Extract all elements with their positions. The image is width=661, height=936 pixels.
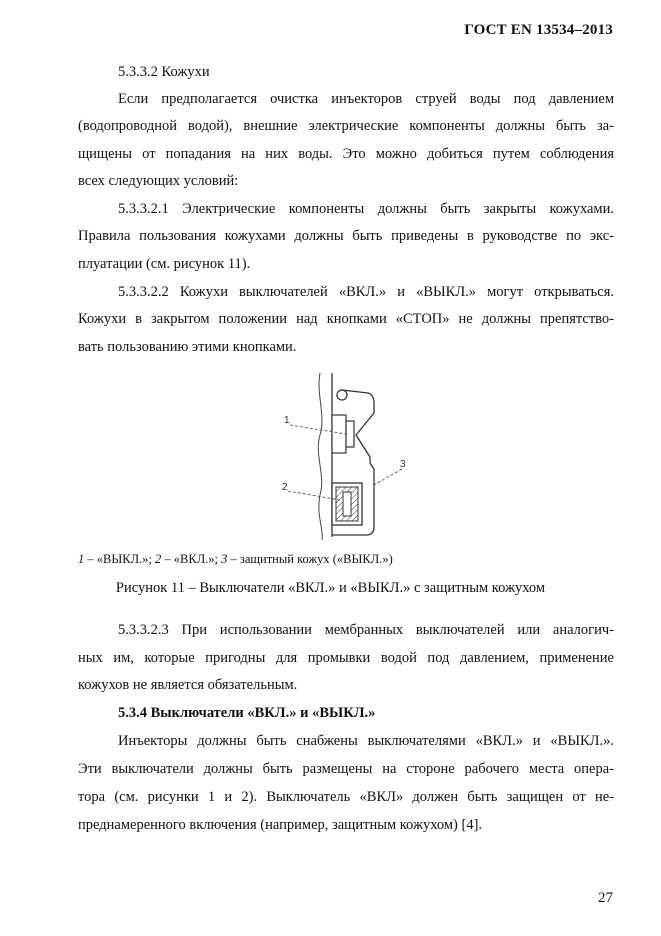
paragraph-line: Эти выключатели должны быть размещены на стороне рабочего места опера- — [78, 761, 614, 777]
off-button-cap — [346, 421, 354, 447]
paragraph-line: Инъекторы должны быть снабжены выключателями «ВКЛ.» и «ВЫКЛ.». — [118, 733, 614, 749]
figure-11-drawing — [270, 365, 420, 545]
legend-num-1: 1 — [78, 552, 85, 566]
legend-text-2: – «ВКЛ.»; — [161, 552, 222, 566]
paragraph-line: кожухов не является обязательным. — [78, 677, 298, 693]
paragraph-line: преднамеренного включения (например, защитным кожухом) [4]. — [78, 817, 483, 833]
legend-num-2: 2 — [155, 552, 162, 566]
paragraph-line: всех следующих условий: — [78, 173, 239, 189]
figure-label-2: 2 — [282, 482, 288, 493]
panel-break-line — [318, 373, 322, 540]
paragraph-line: 5.3.3.2.3 При использовании мембранных выключателей или аналогич- — [118, 622, 614, 638]
figure-label-1: 1 — [284, 415, 290, 426]
paragraph-line: щищены от попадания на них воды. Это можно добиться путем соблюдения — [78, 146, 614, 162]
legend-text-3: – защитный кожух («ВЫКЛ.») — [227, 552, 393, 566]
paragraph-line: вать пользованию этими кнопками. — [78, 339, 297, 355]
off-button-base — [332, 415, 346, 453]
paragraph-line: (водопроводной водой), внешние электрические компоненты должны быть за- — [78, 118, 614, 134]
legend-text-1: – «ВЫКЛ.»; — [84, 552, 156, 566]
section-heading-534: 5.3.4 Выключатели «ВКЛ.» и «ВЫКЛ.» — [118, 705, 376, 721]
legend-num-3: 3 — [221, 552, 228, 566]
figure-legend — [78, 552, 393, 567]
paragraph-line: Если предполагается очистка инъекторов струей воды под давлением — [118, 91, 614, 107]
figure-label-3: 3 — [400, 459, 406, 470]
paragraph-line: 5.3.3.2.2 Кожухи выключателей «ВКЛ.» и «ВЫКЛ.» могут открываться. — [118, 284, 614, 300]
figure-caption: Рисунок 11 – Выключатели «ВКЛ.» и «ВЫКЛ.» с защитным кожухом — [115, 580, 546, 596]
standard-header: ГОСТ EN 13534–2013 — [464, 22, 613, 38]
paragraph-line: плуатации (см. рисунок 11). — [78, 256, 251, 272]
leader-line-3 — [374, 469, 402, 485]
section-heading-5332: 5.3.3.2 Кожухи — [118, 64, 210, 80]
paragraph-line: ных им, которые пригодны для промывки водой под давлением, применение — [78, 650, 614, 666]
hinge-icon — [337, 390, 347, 400]
on-button-core — [343, 492, 351, 516]
paragraph-line: Кожухи в закрытом положении над кнопками «СТОП» не должны препятство- — [78, 311, 614, 327]
paragraph-line: Правила пользования кожухами должны быть приведены в руководстве по экс- — [78, 228, 614, 244]
paragraph-line: тора (см. рисунки 1 и 2). Выключатель «ВКЛ» должен быть защищен от не- — [78, 789, 614, 805]
page-number: 27 — [598, 890, 613, 906]
paragraph-line: 5.3.3.2.1 Электрические компоненты должны быть закрыты кожухами. — [118, 201, 614, 217]
